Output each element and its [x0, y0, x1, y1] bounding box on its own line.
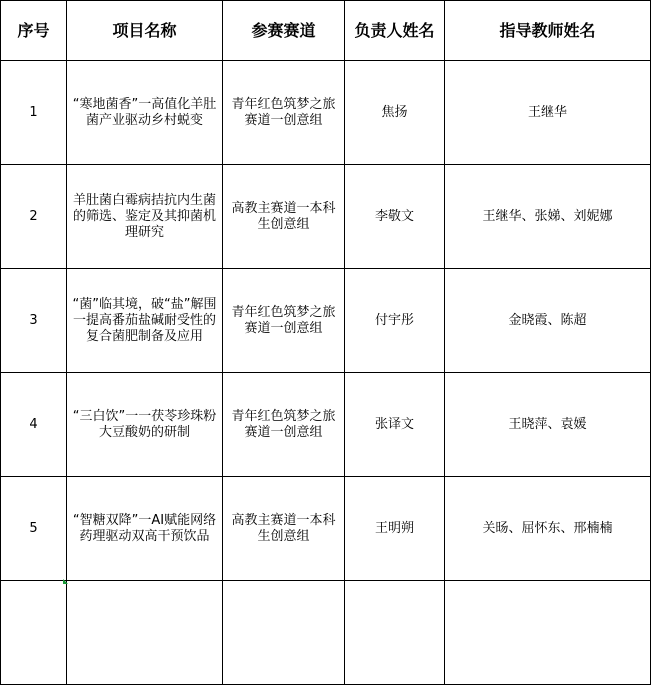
cell-advisors[interactable]: 金晓霞、陈超	[445, 269, 651, 373]
cell-empty[interactable]	[1, 581, 67, 685]
cell-leader[interactable]: 张译文	[345, 373, 445, 477]
cell-empty[interactable]	[67, 581, 223, 685]
header-seq[interactable]: 序号	[1, 1, 67, 61]
cell-track[interactable]: 高教主赛道一本科生创意组	[223, 165, 345, 269]
cell-comment-indicator-icon	[63, 579, 68, 584]
cell-advisors[interactable]: 关旸、屈怀东、邢楠楠	[445, 477, 651, 581]
cell-empty[interactable]	[445, 581, 651, 685]
header-advisors[interactable]: 指导教师姓名	[445, 1, 651, 61]
cell-track[interactable]: 高教主赛道一本科生创意组	[223, 477, 345, 581]
cell-project[interactable]: “菌”临其境，破“盐”解围一提高番茄盐碱耐受性的复合菌肥制备及应用	[67, 269, 223, 373]
cell-seq[interactable]: 4	[1, 373, 67, 477]
cell-leader[interactable]: 王明朔	[345, 477, 445, 581]
cell-seq[interactable]: 3	[1, 269, 67, 373]
table-row	[1, 165, 651, 269]
header-leader[interactable]: 负责人姓名	[345, 1, 445, 61]
header-project[interactable]: 项目名称	[67, 1, 223, 61]
table-row	[1, 373, 651, 477]
cell-seq[interactable]: 2	[1, 165, 67, 269]
cell-project[interactable]: “寒地菌香”一高值化羊肚菌产业驱动乡村蜕变	[67, 61, 223, 165]
cell-project[interactable]: “三白饮”一一茯苓珍珠粉大豆酸奶的研制	[67, 373, 223, 477]
table-row	[1, 269, 651, 373]
cell-leader[interactable]: 焦扬	[345, 61, 445, 165]
cell-leader[interactable]: 付宇彤	[345, 269, 445, 373]
cell-seq[interactable]: 1	[1, 61, 67, 165]
header-track[interactable]: 参赛赛道	[223, 1, 345, 61]
cell-project[interactable]: “智糖双降”一AI赋能网络药理驱动双高干预饮品	[67, 477, 223, 581]
cell-track[interactable]: 青年红色筑梦之旅赛道一创意组	[223, 61, 345, 165]
cell-seq[interactable]: 5	[1, 477, 67, 581]
cell-track[interactable]: 青年红色筑梦之旅赛道一创意组	[223, 269, 345, 373]
cell-empty[interactable]	[223, 581, 345, 685]
table-row	[1, 477, 651, 581]
header-row	[1, 1, 651, 61]
cell-advisors[interactable]: 王晓萍、袁媛	[445, 373, 651, 477]
table-row	[1, 61, 651, 165]
table-row-partial	[1, 581, 651, 685]
cell-advisors[interactable]: 王继华、张娣、刘妮娜	[445, 165, 651, 269]
cell-advisors[interactable]: 王继华	[445, 61, 651, 165]
cell-leader[interactable]: 李敬文	[345, 165, 445, 269]
cell-project[interactable]: 羊肚菌白霉病拮抗内生菌的筛选、鉴定及其抑菌机理研究	[67, 165, 223, 269]
cell-empty[interactable]	[345, 581, 445, 685]
cell-track[interactable]: 青年红色筑梦之旅赛道一创意组	[223, 373, 345, 477]
